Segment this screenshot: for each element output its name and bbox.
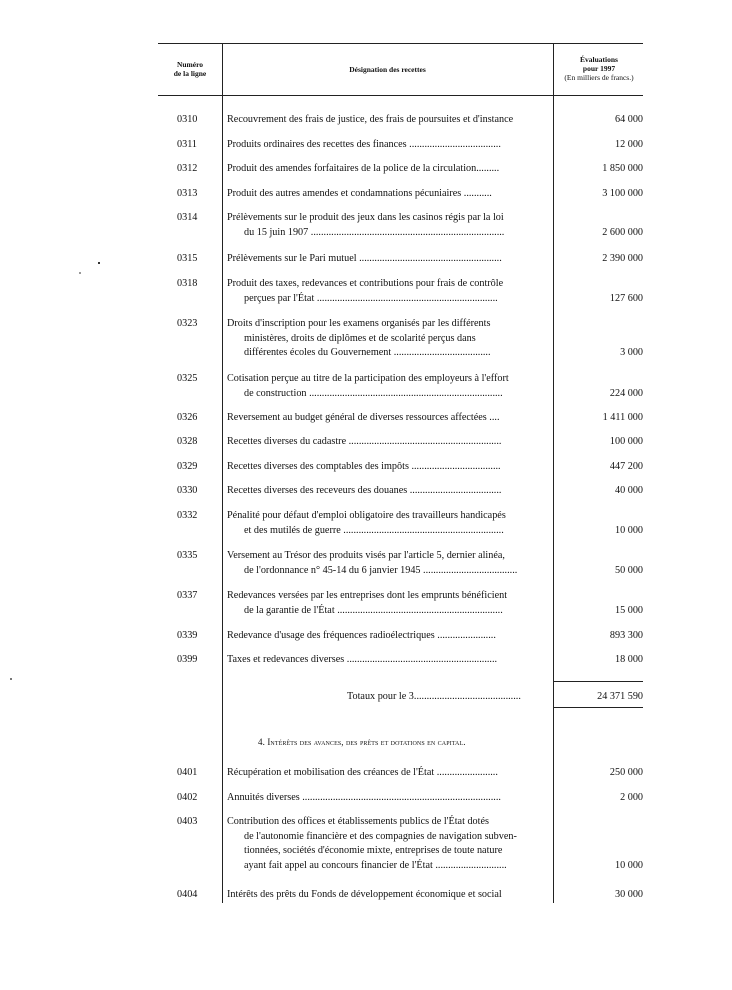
line-number: 0329	[177, 461, 198, 472]
line-number: 0323	[177, 318, 198, 329]
line-number: 0401	[177, 767, 198, 778]
designation	[227, 629, 555, 644]
designation-line: Droits d'inscription pour les examens organisés par les différents	[227, 318, 491, 329]
line-number: 0403	[177, 816, 198, 827]
evaluation-amount: 40 000	[614, 485, 643, 496]
header-col-number-line2: de la ligne	[173, 69, 207, 78]
designation	[227, 484, 555, 499]
line-number: 0330	[177, 485, 198, 496]
total-top-rule	[553, 681, 643, 682]
designation-line: Prélèvements sur le Pari mutuel ........................................................	[227, 253, 502, 264]
evaluation-amount: 1 850 000	[602, 163, 643, 174]
evaluation-amount: 2 000	[620, 792, 643, 803]
designation-line: Versement au Trésor des produits visés par l'article 5, dernier alinéa,	[227, 550, 505, 561]
evaluation-amount: 1 411 000	[602, 412, 643, 423]
evaluation-amount: 30 000	[614, 889, 643, 900]
designation-line: Taxes et redevances diverses ...........................................................	[227, 654, 498, 665]
evaluation-amount: 50 000	[614, 564, 643, 576]
line-number: 0402	[177, 792, 198, 803]
line-number: 0313	[177, 188, 198, 199]
designation-line: de l'ordonnance n° 45-14 du 6 janvier 1945 .....................................	[244, 564, 518, 576]
designation-line: tionnées, sociétés d'économie mixte, entreprises de toute nature	[244, 845, 503, 856]
designation-line: Produit des amendes forfaitaires de la police de la circulation.........	[227, 163, 500, 174]
designation	[227, 435, 555, 450]
evaluation-amount: 224 000	[609, 387, 643, 399]
designation-line: du 15 juin 1907 ............................................................................	[244, 226, 505, 238]
designation-line: ministères, droits de diplômes et de scolarité perçus dans	[244, 332, 476, 344]
total-amount: 24 371 590	[597, 691, 643, 702]
designation-line: de l'autonomie financière et des compagnies de navigation subven-	[244, 830, 517, 842]
designation-line: perçues par l'État .......................................................................	[244, 292, 498, 304]
line-number: 0335	[177, 550, 198, 561]
header-top-rule	[158, 43, 643, 44]
designation-line: Produits ordinaires des recettes des finances ....................................	[227, 139, 501, 150]
designation-line: ayant fait appel au concours financier de l'État ............................	[244, 859, 507, 871]
designation	[227, 509, 555, 538]
header-col-evaluation-line2: pour 1997	[582, 64, 616, 73]
designation	[227, 411, 555, 426]
designation-line: Pénalité pour défaut d'emploi obligatoire des travailleurs handicapés	[227, 510, 506, 521]
evaluation-amount: 2 600 000	[602, 226, 643, 238]
evaluation-amount: 2 390 000	[602, 253, 643, 264]
evaluation-amount: 3 000	[620, 347, 643, 358]
designation	[227, 766, 555, 781]
line-number: 0315	[177, 253, 198, 264]
line-number: 0318	[177, 278, 198, 289]
designation-line: Intérêts des prêts du Fonds de développement économique et social	[227, 889, 502, 900]
section-4-prefix: 4.	[258, 737, 268, 747]
section-4-heading	[258, 737, 466, 747]
line-number: 0325	[177, 373, 198, 384]
designation	[227, 187, 555, 202]
designation	[227, 589, 555, 618]
designation	[227, 549, 555, 578]
scan-speck	[10, 678, 12, 680]
evaluation-amount: 18 000	[614, 654, 643, 665]
designation-line: différentes écoles du Gouvernement ......................................	[244, 347, 491, 358]
column-divider-left	[222, 43, 223, 903]
line-number: 0310	[177, 114, 198, 125]
designation-line: Redevances versées par les entreprises dont les emprunts bénéficient	[227, 590, 508, 601]
designation-line: Produit des autres amendes et condamnations pécuniaires ...........	[227, 188, 492, 199]
evaluation-amount: 447 200	[609, 461, 643, 472]
evaluation-amount: 893 300	[609, 630, 643, 641]
header-col-number	[158, 60, 222, 78]
line-number: 0337	[177, 590, 198, 601]
designation-line: Produit des taxes, redevances et contributions pour frais de contrôle	[227, 278, 504, 289]
designation-line: Contribution des offices et établissements publics de l'État dotés	[227, 816, 489, 827]
evaluation-amount: 127 600	[609, 292, 643, 304]
designation	[227, 653, 555, 668]
designation-line: de construction ............................................................................	[244, 387, 503, 399]
header-col-evaluation-line3: (En milliers de francs.)	[564, 73, 634, 82]
designation-line: Recettes diverses des receveurs des douanes ....................................	[227, 485, 502, 496]
total-label: Totaux pour le 3..........................................	[347, 691, 521, 702]
designation-line: Récupération et mobilisation des créances de l'État ........................	[227, 767, 498, 778]
designation-line: Prélèvements sur le produit des jeux dans les casinos régis par la loi	[227, 212, 504, 223]
line-number: 0404	[177, 889, 198, 900]
designation-line: et des mutilés de guerre ...............................................................	[244, 524, 504, 536]
designation	[227, 791, 555, 806]
line-number: 0328	[177, 436, 198, 447]
line-number: 0332	[177, 510, 198, 521]
evaluation-amount: 250 000	[609, 767, 643, 778]
designation	[227, 252, 555, 267]
scan-speck	[98, 262, 100, 264]
designation	[227, 460, 555, 475]
designation	[227, 277, 555, 306]
designation	[227, 317, 555, 361]
evaluation-amount: 100 000	[609, 436, 643, 447]
designation-line: Reversement au budget général de diverses ressources affectées ....	[227, 412, 500, 423]
designation-line: Recettes diverses du cadastre ............................................................	[227, 436, 502, 447]
line-number: 0314	[177, 212, 198, 223]
evaluation-amount: 10 000	[614, 859, 643, 871]
header-bottom-rule	[158, 95, 643, 96]
line-number: 0339	[177, 630, 198, 641]
designation	[227, 211, 555, 240]
line-number: 0312	[177, 163, 198, 174]
total-bottom-rule	[553, 707, 643, 708]
designation	[227, 113, 555, 128]
scan-speck	[79, 272, 81, 274]
evaluation-amount: 3 100 000	[602, 188, 643, 199]
evaluation-amount: 12 000	[614, 139, 643, 150]
line-number: 0311	[177, 139, 197, 150]
header-col-evaluation	[553, 55, 645, 82]
line-number: 0399	[177, 654, 198, 665]
designation	[227, 162, 555, 177]
evaluation-amount: 64 000	[614, 114, 643, 125]
designation	[227, 888, 555, 903]
designation	[227, 815, 555, 873]
line-number: 0326	[177, 412, 198, 423]
designation	[227, 138, 555, 153]
header-col-designation: Désignation des recettes	[349, 65, 426, 74]
designation-line: Redevance d'usage des fréquences radioélectriques .......................	[227, 630, 496, 641]
designation-line: Recettes diverses des comptables des impôts ...................................	[227, 461, 501, 472]
header-col-evaluation-line1: Évaluations	[580, 55, 618, 64]
designation-line: Recouvrement des frais de justice, des frais de poursuites et d'instance	[227, 114, 514, 125]
designation	[227, 372, 555, 401]
designation-line: de la garantie de l'État .................................................................	[244, 604, 503, 616]
section-4-title: Intérêts des avances, des prêts et dotations en capital.	[267, 737, 466, 747]
evaluation-amount: 15 000	[614, 604, 643, 616]
header-col-number-line1: Numéro	[176, 60, 204, 69]
designation-line: Cotisation perçue au titre de la participation des employeurs à l'effort	[227, 373, 509, 384]
evaluation-amount: 10 000	[614, 524, 643, 536]
designation-line: Annuités diverses ..............................................................................	[227, 792, 501, 803]
